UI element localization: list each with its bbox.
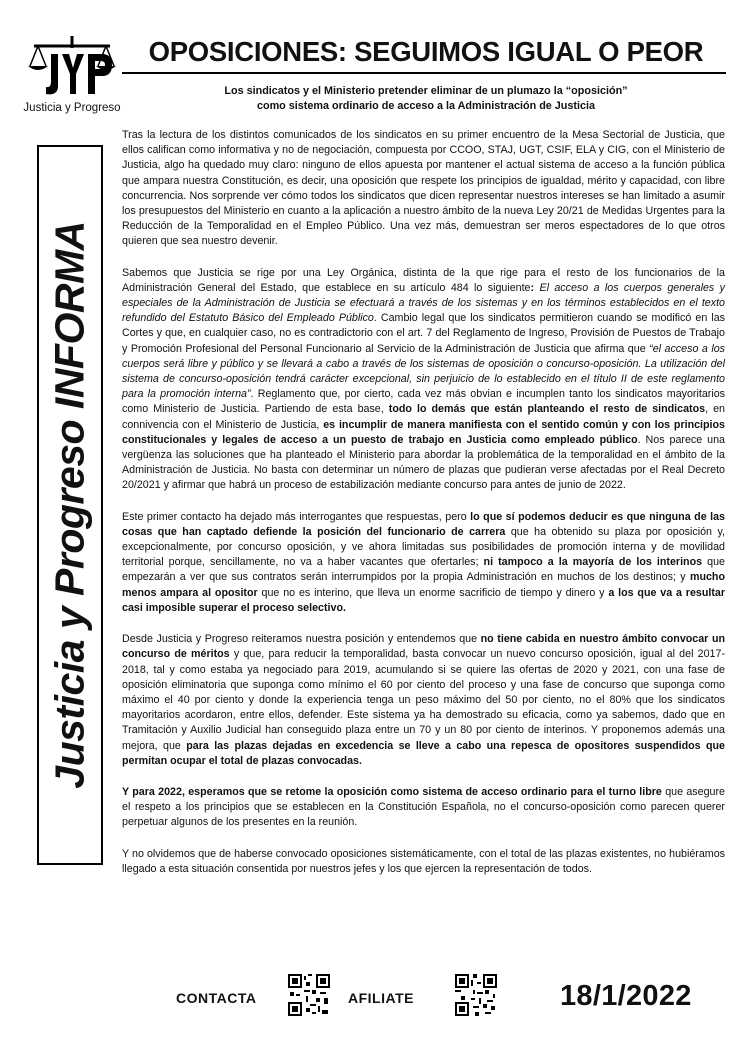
logo xyxy=(22,34,122,119)
p4-text-2: y que, para reducir la temporalidad, basta convocar un nuevo concurso oposición, igual al del 2017-2018, tal y como estaba ya negociado para 2019, acumulando si se quiere las ofertas de 2020 y 2021, con una fase de oposición eliminatoria que suponga como mínimo el 60 por ciento del proceso y una fase de concurso que suponga como máximo el 40 por ciento y donde la experiencia tenga un peso máximo del 50 por ciento, no el 80% que los sindicatos mayoritarios acordaron, entre ellos, defender. Este sistema ya ha demostrado su eficacia, como ya sabemos, dado que en Tramitación y Auxilio Judicial han conseguido plaza entre un 70 y un 80 por ciento de interinos. Y proponemos además una mejora, que xyxy=(122,648,726,752)
p5-text-1: que asegure el respeto a los principios que se establecen en la Constitución Española, no el concurso-oposición como parecen querer perpetuar algunos de los presentes en la reunión. xyxy=(122,785,725,829)
p2-text-4: , en connivencia con el Ministerio de Justicia, xyxy=(122,403,725,431)
p3-text-3: que empezarán a ver que sus contratos serán interrumpidos por la propia Administración en muchos de los destinos; y xyxy=(122,556,725,584)
subtitle-line-2: como sistema ordinario de acceso a la Administración de Justicia xyxy=(256,100,596,112)
p3-bold-4: a los que va a resultar casi imposible superar el proceso selectivo. xyxy=(122,586,725,614)
sidebar-title: Justicia y Progreso INFORMA xyxy=(46,221,93,789)
contacta-label[interactable]: CONTACTA xyxy=(176,990,257,1006)
subtitle-line-1: Los sindicatos y el Ministerio pretender eliminar de un plumazo la “oposición” xyxy=(224,85,628,97)
p2-text-1: Sabemos que Justicia se rige por una Ley Orgánica, distinta de la que rige para el resto de los funcionarios de la Administración General del Estado, que establece en su artículo 484 lo siguiente xyxy=(122,266,725,294)
p4-bold-2: para las plazas dejadas en excedencia se lleve a cabo una repesca de opositores suspendidos que permitan ocupar el total de plazas convocadas. xyxy=(122,739,725,767)
p2-quote-2: “el acceso a los cuerpos será libre y público y se llevará a cabo a través de los sistemas de oposición o concurso-oposición. La utilización del sistema de concurso-oposición tendrá carácter excepcional, sin perjuicio de lo establecido en el título II de este reglamento para la promoción interna” xyxy=(122,342,725,401)
p3-bold-1: lo que sí podemos deducir es que ninguna de las cosas que han captado defiende la posición del funcionario de carrera xyxy=(122,510,725,538)
article-body xyxy=(122,128,725,893)
paragraph-1: Tras la lectura de los distintos comunicados de los sindicatos en su primer encuentro de la Mesa Sectorial de Justicia, que ellos califican como informativa y no de negociación, compuesta por CCOO, STAJ, UGT, CSIF, ELA y CIG, con el Ministerio de Justicia, algo ha quedado muy claro: ninguno de ellos apuesta por mantener el actual sistema de acceso a la función pública que ampara nuestra Constitución, es decir, una oposición que respete los principios de igualdad, mérito y capacidad, con libre concurrencia. Nos sorprende ver cómo todos los sindicatos que dicen representar nuestros intereses se han limitado a asumir los presupuestos del Ministerio en cuanto a la aplicación a nuestro ámbito de la nueva Ley 20/21 de Medidas Urgentes para la Reducción de la Temporalidad en el Empleo Público. Una vez más, demuestran ser meros espectadores de lo que otros quieren que sea nuestro devenir. xyxy=(122,129,725,248)
p5-bold-1: Y para 2022, esperamos que se retome la oposición como sistema de acceso ordinario para el turno libre xyxy=(122,785,662,798)
page-title: OPOSICIONES: SEGUIMOS IGUAL O PEOR xyxy=(148,36,704,67)
p2-text-2: . Cambio legal que los sindicatos permitieron cuando se modificó en las Cortes y que, en cualquier caso, no es contradictorio con el art. 7 del Reglamento de Ingreso, Provisión de Puestos de Trabajo y Promoción Profesional del Personal Funcionario al Servicio de la Administración de Justicia que afirma que xyxy=(122,312,725,355)
p4-bold-1: no tiene cabida en nuestro ámbito convocar un concurso de méritos xyxy=(122,633,726,661)
p4-text-1: Desde Justicia y Progreso reiteramos nuestra posición y entendemos que xyxy=(122,633,481,646)
sidebar-banner xyxy=(37,145,103,865)
jyp-logo-mark-icon xyxy=(26,34,118,100)
paragraph-4 xyxy=(122,632,725,769)
paragraph-3 xyxy=(122,510,725,616)
p3-text-1: Este primer contacto ha dejado más interrogantes que respuestas, pero xyxy=(122,510,471,523)
logo-text: Justicia y Progreso xyxy=(23,102,121,114)
p3-text-4: que no es interino, que lleva un enorme sacrificio de tiempo y dinero y xyxy=(257,586,609,599)
p2-text-5: . Nos parece una vergüenza las soluciones que ha planteado el Ministerio para abordar la problemática de la temporalidad en el ámbito de la Administración de Justicia. No basta con determinar un número de plazas que pudieran verse afectadas por el Real Decreto 20/2021 y afirmar que habrá un proceso de estabilización mediante concurso para antes de junio de 2022. xyxy=(122,433,725,492)
p2-text-3: . Reglamento que, por cierto, cada vez más obvian e incumplen tanto los sindicatos mayoritarios como Ministerio de Justicia. Partiendo de esta base, xyxy=(122,388,725,416)
paragraph-2 xyxy=(122,266,725,494)
footer xyxy=(0,968,750,1028)
paragraph-6: Y no olvidemos que de haberse convocado oposiciones sistemáticamente, con el total de las plazas existentes, no hubiéramos llegado a esta situación consentida por nuestros jefes y los que ejercen la representación de todos. xyxy=(122,847,725,875)
p2-quote-1: El acceso a los cuerpos generales y especiales de la Administración de Justicia se efectuará a través de los sistemas y en los términos establecidos en el texto refundido del Estatuto Básico del Empleado Público xyxy=(122,281,725,325)
p3-text-2: que ha obtenido su plaza por oposición y, excepcionalmente, por concurso oposición, y ve ahora limitadas sus posibilidades de promoción interna y de movilidad territorial porque, sencillamente, no va a haber vacantes que ofertarles; xyxy=(122,525,725,569)
p3-bold-3: mucho menos ampara al opositor xyxy=(122,571,725,599)
subtitle xyxy=(128,84,724,114)
title-divider xyxy=(122,72,726,74)
p2-bold-1: : xyxy=(530,281,535,294)
paragraph-5 xyxy=(122,785,725,831)
p3-bold-2: ni tampoco a la mayoría de los interinos xyxy=(483,556,703,569)
p2-bold-2: todo lo demás que están planteando el resto de sindicatos xyxy=(388,403,706,416)
afiliate-label[interactable]: AFILIATE xyxy=(348,990,414,1006)
publication-date: 18/1/2022 xyxy=(560,980,692,1012)
contacta-qr-code-icon[interactable] xyxy=(288,974,330,1016)
p2-bold-3: es incumplir de manera manifiesta con el sentido común y con los principios constitucionales y legales de acceso a un puesto de trabajo en Justicia como empleado público xyxy=(122,418,725,446)
afiliate-qr-code-icon[interactable] xyxy=(455,974,497,1016)
